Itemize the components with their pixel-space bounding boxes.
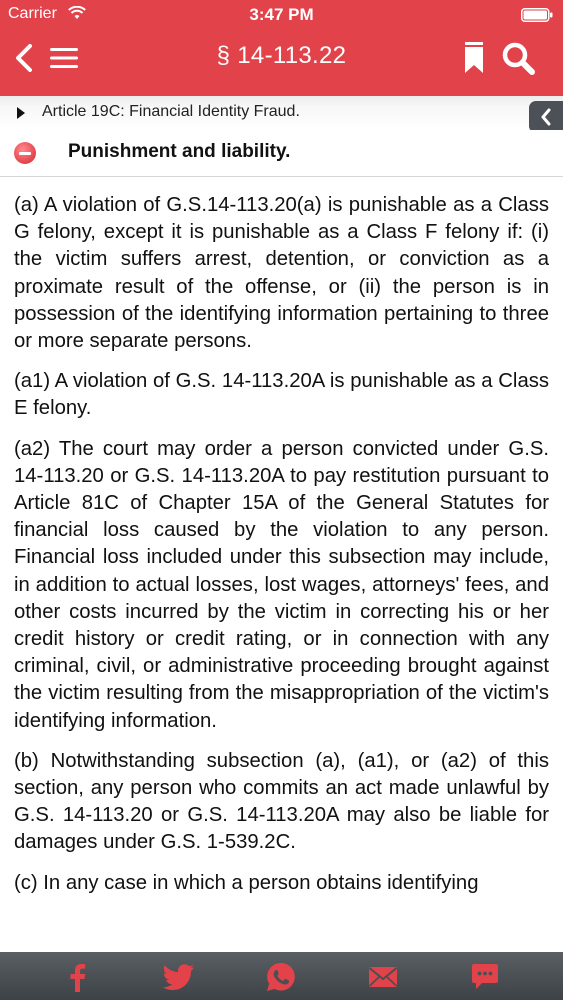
search-icon bbox=[501, 41, 535, 75]
bookmark-button[interactable] bbox=[456, 40, 492, 76]
sms-icon bbox=[471, 963, 499, 991]
search-button[interactable] bbox=[500, 40, 536, 76]
section-heading: Punishment and liability. bbox=[68, 141, 291, 162]
navigation-bar bbox=[0, 30, 563, 86]
whatsapp-icon bbox=[266, 962, 296, 992]
paragraph-c: (c) In any case in which a person obtains identifying bbox=[14, 871, 479, 894]
breadcrumb-article: Article 19C: Financial Identity Fraud. bbox=[42, 103, 300, 120]
whatsapp-share-button[interactable] bbox=[264, 960, 298, 994]
paragraph-a1: (a1) A violation of G.S. 14-113.20A is punishable as a Class E felony. bbox=[14, 370, 549, 420]
facebook-share-button[interactable] bbox=[60, 960, 94, 994]
email-share-button[interactable] bbox=[366, 960, 400, 994]
menu-button[interactable] bbox=[46, 40, 82, 76]
paragraph-a: (a) A violation of G.S.14-113.20(a) is punishable as a Class G felony, except it is punishable as a Class F felony if: (i) the victim suffers arrest, detention, or conviction as a proximate result of the offense, or (ii) the person is in possession of the identifying information pertaining to three or more separate persons. bbox=[14, 194, 549, 353]
divider bbox=[0, 176, 563, 177]
twitter-share-button[interactable] bbox=[162, 960, 196, 994]
sms-share-button[interactable] bbox=[468, 960, 502, 994]
section-header bbox=[0, 130, 563, 176]
carrier-name: Carrier bbox=[8, 5, 57, 22]
side-panel-toggle-button[interactable] bbox=[529, 101, 563, 133]
paragraph-a2: (a2) The court may order a person convicted under G.S. 14-113.20 or G.S. 14-113.20A to pay restitution pursuant to Article 81C of Chapter 15A of the General Statutes for financial loss caused by the violation to any person. Financial loss included under this subsection may include, in addition to actual losses, lost wages, attorneys' fees, and other costs incurred by the victim in correcting his or her credit history or credit rating, or in connection with any criminal, civil, or administrative proceeding brought against the victim resulting from the misappropriation of the victim's identifying information. bbox=[14, 437, 549, 732]
back-button[interactable] bbox=[6, 40, 42, 76]
facebook-icon bbox=[67, 962, 87, 992]
email-icon bbox=[368, 966, 398, 988]
share-toolbar bbox=[0, 952, 563, 1000]
status-bar bbox=[0, 0, 563, 30]
statute-text[interactable] bbox=[14, 192, 549, 942]
bookmark-icon bbox=[463, 42, 485, 74]
chevron-left-icon bbox=[13, 44, 35, 72]
battery-icon bbox=[521, 8, 553, 22]
paragraph-b: (b) Notwithstanding subsection (a), (a1), or (a2) of this section, any person who commits an act made unlawful by G.S. 14-113.20 or G.S. 14-113.20A may also be liable for damages under G.S. 1-539.2C. bbox=[14, 749, 549, 854]
page-title: § 14-113.22 bbox=[216, 42, 347, 69]
app-header bbox=[0, 0, 563, 96]
hamburger-icon bbox=[49, 46, 79, 70]
breadcrumb[interactable] bbox=[0, 96, 563, 130]
twitter-icon bbox=[163, 964, 195, 990]
chevron-left-icon bbox=[539, 108, 553, 126]
collapse-minus-icon[interactable] bbox=[14, 142, 36, 164]
caret-right-icon bbox=[16, 107, 26, 119]
status-time: 3:47 PM bbox=[249, 5, 314, 24]
